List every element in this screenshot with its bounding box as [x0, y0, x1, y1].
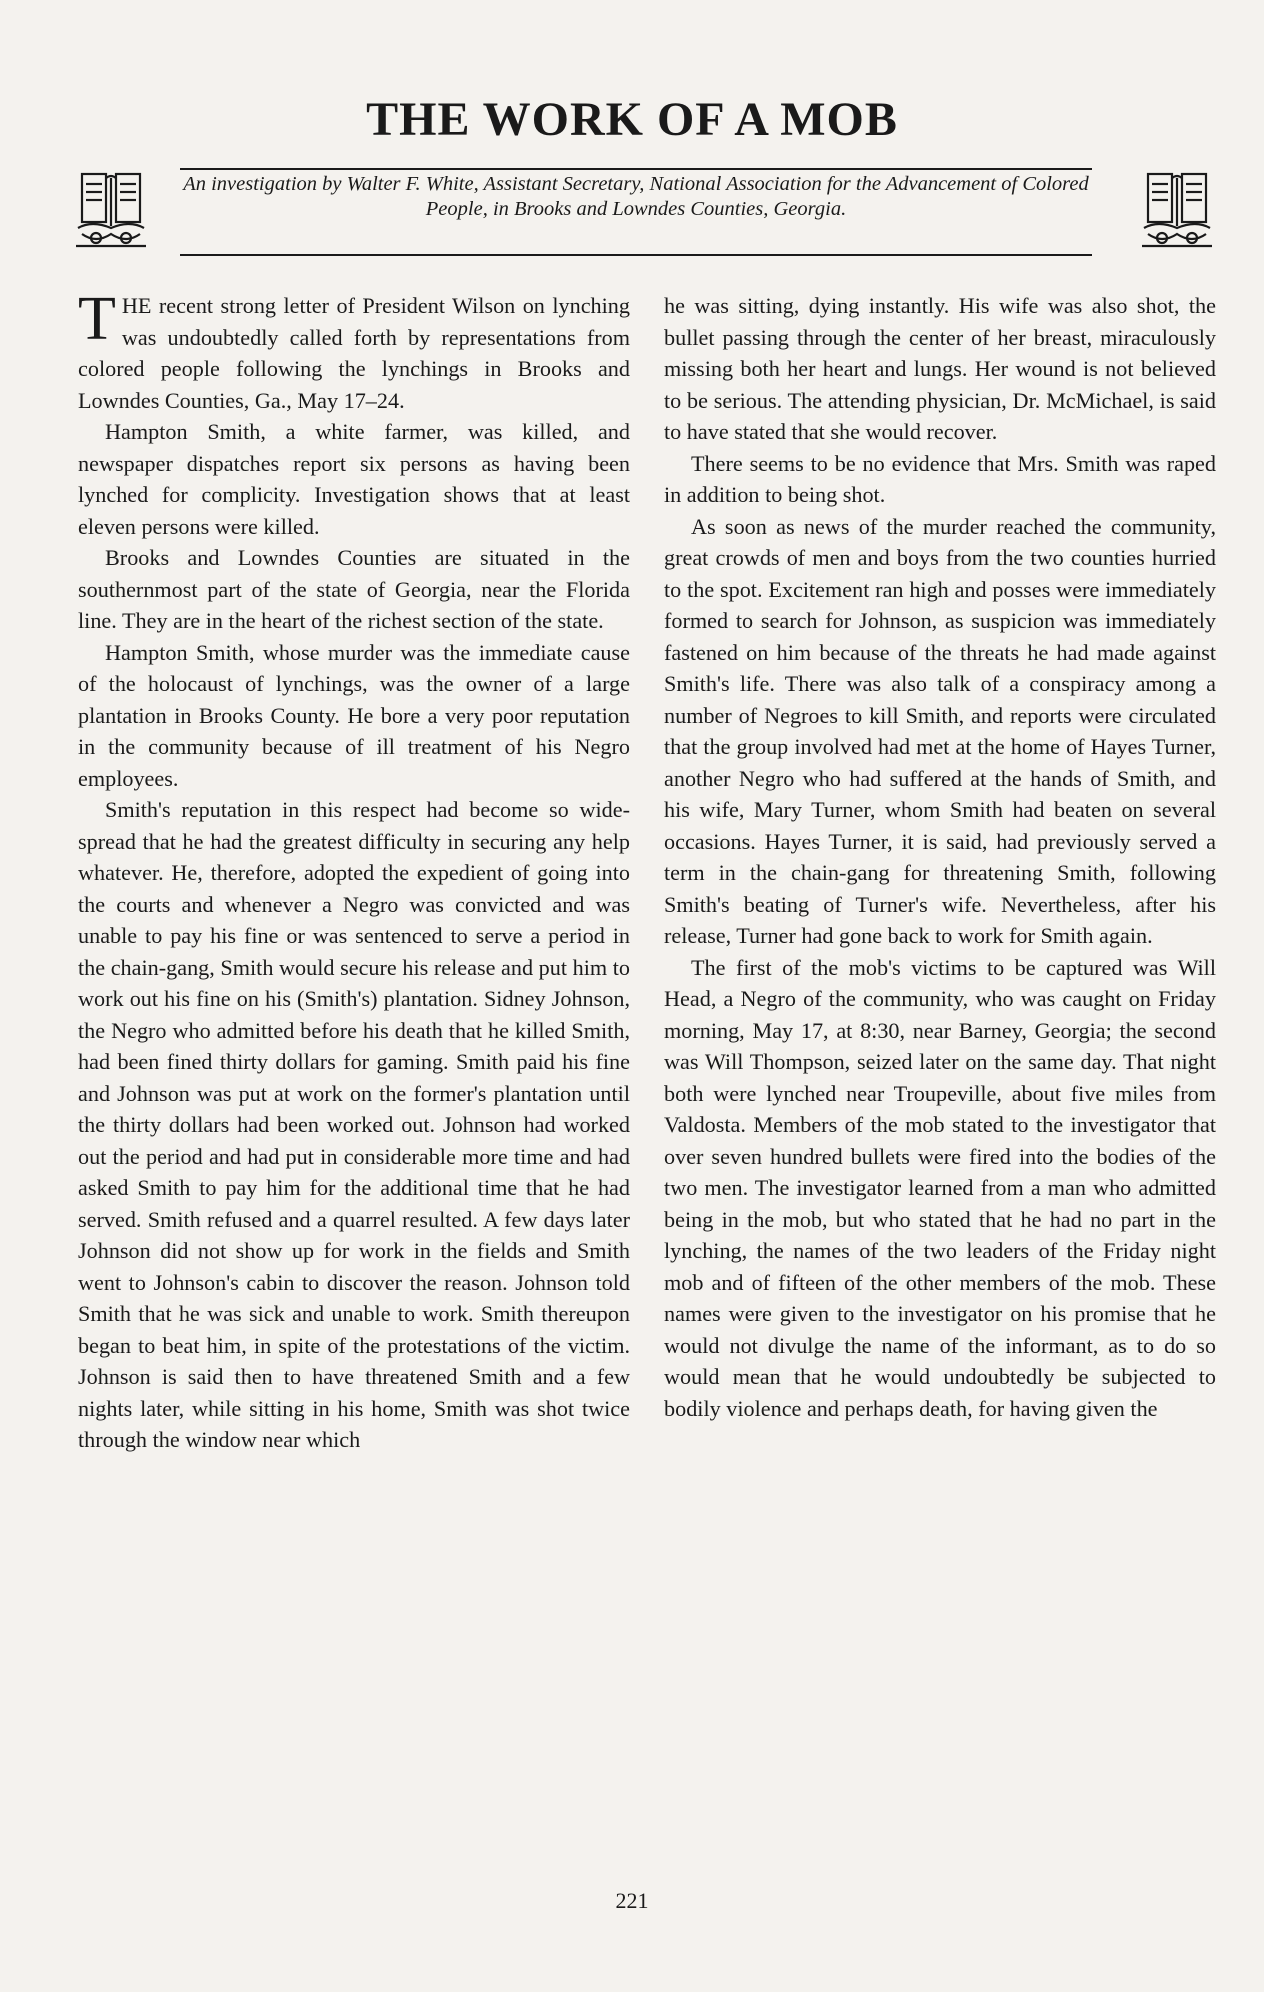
paragraph: There seems to be no evidence that Mrs. Smith was raped in addition to being shot.: [664, 450, 1216, 507]
paragraph: As soon as news of the murder reached the community, great crowds of men and boys from the two counties hurried to the spot. Excitement ran high and posses were immediately formed to search for Johnson, as suspicion was immediately fastened on him because of the threats he had made against Smith's life. There was also talk of a conspiracy among a number of Negroes to kill Smith, and reports were circulated that the group involved had met at the home of Hayes Turner, another Negro who had suffered at the hands of Smith, and his wife, Mary Turner, whom Smith had beaten on several occasions. Hayes Turner, it is said, had previously served a term in the chain-gang for threatening Smith, following Smith's beating of Turner's wife. Nevertheless, after his release, Turner had gone back to work for Smith again.: [664, 513, 1216, 948]
paragraph: Smith's reputation in this respect had become so wide-spread that he had the greatest difficulty in securing any help whatever. He, therefore, adopted the expedient of going into the courts and whenever a Negro was convicted and was unable to pay his fine or was sentenced to serve a period in the chain-gang, Smith would secure his release and put him to work out his fine on his (Smith's) plantation. Sidney Johnson, the Negro who admitted before his death that he killed Smith, had been fined thirty dollars for gaming. Smith paid his fine and Johnson was put at work on the former's plantation until the thirty dollars had been worked out. Johnson had worked out the period and had put in considerable more time and had asked Smith to pay him for the additional time that he had served. Smith refused and a quarrel resulted. A few days later Johnson did not show up for work in the fields and Smith went to Johnson's cabin to discover the reason. Johnson told Smith that he was sick and unable to work. Smith thereupon began to beat him, in spite of the protestations of the victim. Johnson is said then to have threatened Smith and a few nights later, while sitting in his home, Smith was shot twice through the window near which: [78, 797, 630, 1452]
paragraph: The first of the mob's victims to be captured was Will Head, a Negro of the community, who was caught on Friday morning, May 17, at 8:30, near Barney, Georgia; the second was Will Thompson, seized later on the same day. That night both were lynched near Troupeville, about five miles from Valdosta. Members of the mob stated to the investigator that over seven hundred bullets were fired into the bodies of the two men. The investigator learned from a man who admitted being in the mob, but who stated that he had no part in the lynching, the names of the two leaders of the Friday night mob and of fifteen of the other members of the mob. These names were given to the investigator on his promise that he would not divulge the name of the informant, as to do so would mean that he would undoubtedly be subjected to bodily violence and perhaps death, for having given the: [664, 954, 1216, 1421]
paragraph: Brooks and Lowndes Counties are situated in the southernmost part of the state of Georgia, near the Florida line. They are in the heart of the richest section of the state.: [78, 545, 630, 633]
byline-box: [180, 168, 1092, 256]
right-column: [664, 290, 1216, 1424]
book-ornament-icon: [72, 170, 150, 250]
opening-paragraph: [78, 285, 630, 416]
page-number: 221: [615, 1888, 649, 1913]
paragraph: Hampton Smith, a white farmer, was killed, and newspaper dispatches report six persons as having been lynched for complicity. Investigation shows that at least eleven persons were killed.: [78, 419, 630, 539]
byline-bottom-rule: [180, 254, 1092, 256]
byline-top-rule: [180, 168, 1092, 170]
article-title: THE WORK OF A MOB: [366, 93, 898, 146]
paragraph-continuation: he was sitting, dying instantly. His wife was also shot, the bullet passing through the center of her breast, miraculously missing both her heart and lungs. Her wound is not believed to be serious. The attending physician, Dr. McMichael, is said to have stated that she would recover.: [664, 293, 1216, 444]
book-ornament-icon: [1138, 170, 1216, 250]
opening-paragraph-text: HE recent strong letter of President Wilson on lynching was undoubtedly called forth by representations from colored people following the lynchings in Brooks and Lowndes Counties, Ga., May 17–24.: [78, 293, 630, 413]
article-byline: An investigation by Walter F. White, Assistant Secretary, National Association for the Advancement of Colored People, in Brooks and Lowndes Counties, Georgia.: [183, 173, 1089, 220]
drop-cap: T: [78, 285, 116, 353]
left-column: [78, 285, 630, 1456]
paragraph: Hampton Smith, whose murder was the immediate cause of the holocaust of lynchings, was the owner of a large plantation in Brooks County. He bore a very poor reputation in the community because of ill treatment of his Negro employees.: [78, 639, 630, 791]
